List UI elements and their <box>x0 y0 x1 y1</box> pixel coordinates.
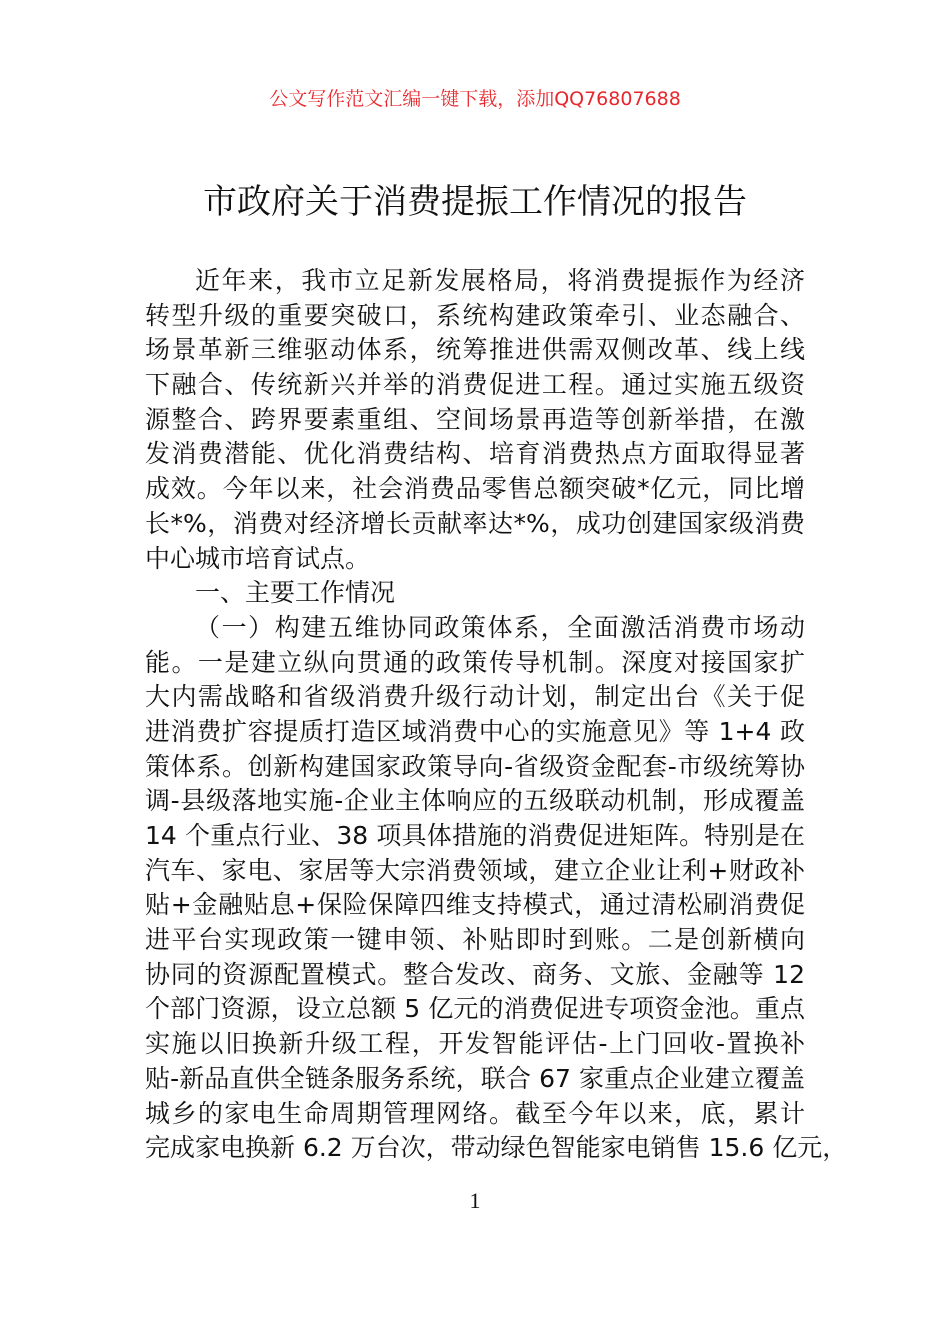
text-line: （一）构建五维协同政策体系，全面激活消费市场动 <box>195 612 805 642</box>
document-title: 市政府关于消费提振工作情况的报告 <box>203 182 747 222</box>
text-line: 进消费扩容提质打造区域消费中心的实施意见》等 1+4 政 <box>145 716 805 746</box>
document-body <box>145 264 848 1166</box>
section-heading <box>145 576 805 611</box>
text-line: 能。一是建立纵向贯通的政策传导机制。深度对接国家扩 <box>145 647 805 677</box>
text-line: 14 个重点行业、38 项具体措施的消费促进矩阵。特别是在 <box>145 821 805 850</box>
text-line: 汽车、家电、家居等大宗消费领域，建立企业让利+财政补 <box>145 855 805 885</box>
text-line: 完成家电换新 6.2 万台次，带动绿色智能家电销售 15.6 亿元， <box>145 1133 848 1163</box>
text-line: 进平台实现政策一键申领、补贴即时到账。二是创新横向 <box>145 925 805 955</box>
text-line: 近年来，我市立足新发展格局，将消费提振作为经济 <box>195 266 805 295</box>
text-line: 源整合、跨界要素重组、空间场景再造等创新举措，在激 <box>145 404 805 434</box>
text-line: 场景革新三维驱动体系，统筹推进供需双侧改革、线上线 <box>145 335 805 365</box>
text-line: 下融合、传统新兴并举的消费促进工程。通过实施五级资 <box>145 370 805 400</box>
text-line: 长*%，消费对经济增长贡献率达*%，成功创建国家级消费 <box>145 508 805 538</box>
text-line: 大内需战略和省级消费升级行动计划，制定出台《关于促 <box>145 682 805 712</box>
text-line: 协同的资源配置模式。整合发改、商务、文旅、金融等 12 <box>145 959 805 989</box>
text-line: 发消费潜能、优化消费结构、培育消费热点方面取得显著 <box>145 439 805 469</box>
text-line: 城乡的家电生命周期管理网络。截至今年以来，底，累计 <box>145 1098 805 1128</box>
text-line: 中心城市培育试点。 <box>145 543 371 573</box>
text-line: 贴+金融贴息+保险保障四维支持模式，通过清松刷消费促 <box>145 890 805 920</box>
text-line: 一、主要工作情况 <box>195 578 396 608</box>
text-line: 调-县级落地实施-企业主体响应的五级联动机制，形成覆盖 <box>145 786 805 816</box>
page-number: 1 <box>469 1188 481 1213</box>
text-line: 实施以旧换新升级工程，开发智能评估-上门回收-置换补 <box>145 1029 805 1059</box>
text-line: 转型升级的重要突破口，系统构建政策牵引、业态融合、 <box>145 300 805 330</box>
text-line: 成效。今年以来，社会消费品零售总额突破*亿元，同比增 <box>145 474 805 504</box>
paragraph <box>145 264 805 576</box>
text-line: 贴-新品直供全链条服务系统，联合 67 家重点企业建立覆盖 <box>145 1063 805 1093</box>
text-line: 策体系。创新构建国家政策导向-省级资金配套-市级统筹协 <box>145 751 805 781</box>
watermark-text: 公文写作范文汇编一键下载，添加QQ76807688 <box>269 88 681 110</box>
paragraph <box>145 611 848 1166</box>
text-line: 个部门资源，设立总额 5 亿元的消费促进专项资金池。重点 <box>145 994 805 1024</box>
